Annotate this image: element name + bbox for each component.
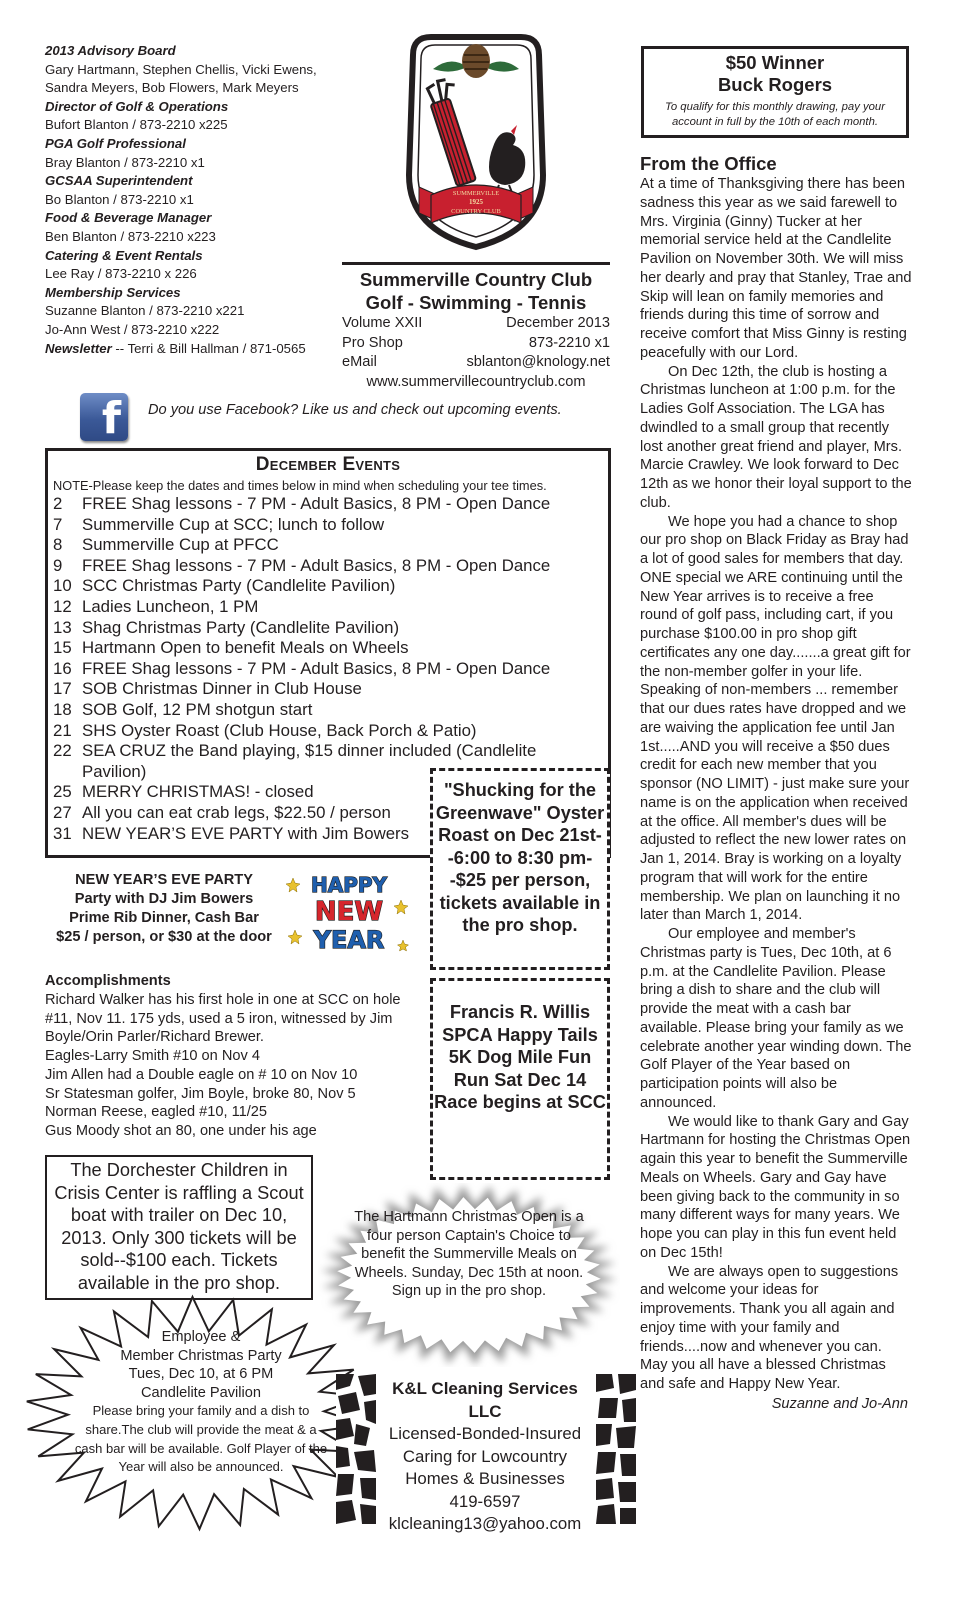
logo-banner-year: 1925 bbox=[469, 198, 483, 206]
board-members: Sandra Meyers, Bob Flowers, Mark Meyers bbox=[45, 80, 299, 96]
party-line: Member Christmas Party bbox=[120, 1347, 282, 1364]
svg-text:HAPPY: HAPPY bbox=[310, 873, 388, 897]
office-paragraph: Speaking of non-members ... remember that our dues rates have dropped and we are waiving the application fee until Jan 1st.....AND you will receive a $50 dues credit for each new member that you sponsor (NO LIMIT) - just make sure your name is on the application when received at the office. All member's dues will be adjusted to reflect the new lower rates on Jan 1, 2014. Bray is working on a loyalty program that will work for the entire membership. We plan on launching it no later than March 1, 2014. bbox=[640, 682, 910, 924]
nye-line: NEW YEAR’S EVE PARTY bbox=[75, 872, 253, 888]
event-text: SEA CRUZ the Band playing, $15 dinner included (Candlelite Pavilion) bbox=[82, 741, 537, 781]
event-text: NEW YEAR’S EVE PARTY with Jim Bowers bbox=[82, 823, 410, 843]
events-title: December Events bbox=[255, 454, 401, 475]
staff-role: Food & Beverage Manager bbox=[45, 210, 212, 226]
office-heading: From the Office bbox=[640, 153, 777, 174]
accomplishment-item: Sr Statesman golfer, Jim Boyle, broke 80, Nov 5 bbox=[45, 1085, 356, 1102]
kl-line: Licensed-Bonded-Insured bbox=[388, 1424, 582, 1443]
accomplishment-item: Richard Walker has his first hole in one at SCC on hole #11, Nov 11. 175 yds, used a 5 iron, witnessed by Jim Boyle/Orin Parler/Richard Brewer. bbox=[45, 991, 401, 1046]
club-tagline: Golf - Swimming - Tennis bbox=[365, 292, 587, 313]
event-day: 15 bbox=[53, 638, 72, 658]
event-day: 25 bbox=[53, 782, 72, 802]
newsletter-line: Newsletter -- Terri & Bill Hallman / 871-0565 bbox=[45, 340, 306, 356]
event-item bbox=[53, 597, 608, 618]
event-day: 21 bbox=[53, 720, 72, 740]
board-title: 2013 Advisory Board bbox=[45, 43, 176, 58]
event-text: SCC Christmas Party (Candlelite Pavilion) bbox=[82, 576, 396, 596]
logo-banner-text: SUMMERVILLE bbox=[452, 190, 500, 197]
event-item bbox=[53, 679, 608, 700]
club-info-divider bbox=[342, 262, 610, 265]
party-line: Tues, Dec 10, at 6 PM bbox=[128, 1366, 274, 1383]
accomplishment-item: Eagles-Larry Smith #10 on Nov 4 bbox=[45, 1048, 260, 1064]
kl-email-link[interactable]: klcleaning13@yahoo.com bbox=[388, 1514, 582, 1533]
club-name: Summerville Country Club bbox=[359, 269, 593, 290]
giraffe-pattern-border bbox=[336, 1374, 376, 1524]
winner-box bbox=[641, 46, 909, 138]
club-email-link[interactable]: sblanton@knology.net bbox=[466, 354, 610, 370]
office-paragraph: We are always open to suggestions and welcome your ideas for improvements. Thank you all again and enjoy time with your family and friends....now and whenever you can. May you all have a blessed Christmas and safe and Happy New Year. bbox=[640, 1263, 899, 1392]
event-text: Hartmann Open to benefit Meals on Wheels bbox=[82, 638, 409, 658]
event-item bbox=[53, 700, 608, 721]
event-text: Summerville Cup at SCC; lunch to follow bbox=[82, 514, 385, 534]
event-day: 10 bbox=[53, 576, 72, 596]
event-text: FREE Shag lessons - 7 PM - Adult Basics, 8 PM - Open Dance bbox=[82, 555, 551, 575]
staff-role: Membership Services bbox=[45, 284, 181, 300]
office-paragraph: At a time of Thanksgiving there has been sadness this year as we said farewell to Mrs. Virginia (Ginny) Tucker at her memorial service held at the Candlelite Pavilion on November 30th. We will miss her dearly and pray that Stanley, Trae and Skip will lean on family memories and friends during this time of sorrow and receive comfort that Miss Ginny is resting peacefully with our Lord. bbox=[640, 176, 912, 361]
kl-name: K&L Cleaning Services LLC bbox=[392, 1379, 578, 1421]
staff-contact: Bufort Blanton / 873-2210 x225 bbox=[45, 117, 228, 133]
pro-shop-phone: 873-2210 x1 bbox=[528, 334, 610, 351]
winner-note: To qualify for this monthly drawing, pay your account in full by the 10th of each month. bbox=[665, 101, 885, 128]
event-day: 22 bbox=[53, 741, 72, 761]
volume-row bbox=[342, 314, 610, 334]
party-line: Employee & bbox=[161, 1329, 241, 1345]
accomplishment-item: Norman Reese, eagled #10, 11/25 bbox=[45, 1104, 268, 1121]
event-text: Ladies Luncheon, 1 PM bbox=[82, 596, 259, 616]
events-note: NOTE-Please keep the dates and times below in mind when scheduling your tee times. bbox=[53, 478, 547, 493]
event-item bbox=[53, 618, 608, 639]
accomplishment-item: Jim Allen had a Double eagle on # 10 on Nov 10 bbox=[45, 1066, 358, 1083]
winner-title: $50 Winner bbox=[725, 52, 825, 73]
nye-line: Party with DJ Jim Bowers bbox=[74, 891, 254, 907]
event-item bbox=[53, 494, 608, 515]
event-day: 27 bbox=[53, 802, 72, 822]
staff-contact: Bo Blanton / 873-2210 x1 bbox=[45, 191, 194, 207]
giraffe-pattern-border bbox=[596, 1374, 636, 1524]
event-text: FREE Shag lessons - 7 PM - Adult Basics, 8 PM - Open Dance bbox=[82, 494, 551, 513]
accomplishment-item: Gus Moody shot an 80, one under his age bbox=[45, 1123, 317, 1139]
staff-contact: Ben Blanton / 873-2210 x223 bbox=[45, 228, 216, 244]
office-signature: Suzanne and Jo-Ann bbox=[771, 1395, 908, 1412]
party-details: Please bring your family and a dish to share.The club will provide the meat & a cash bar will be available. Golf Player of the Year will also be announced. bbox=[74, 1403, 328, 1475]
pro-shop-label: Pro Shop bbox=[342, 334, 403, 351]
kl-phone: 419-6597 bbox=[449, 1491, 521, 1511]
office-paragraph: We hope you had a chance to shop our pro shop on Black Friday as Bray had a lot of good sales for members that day. ONE special we ARE continuing until the New Year arrives is to receive a free round of golf pass, including cart, if you purchase $100.00 in pro shop gift certificates any one day.......a great gift for the non-member golfer in your life. bbox=[640, 513, 911, 680]
club-info bbox=[342, 268, 610, 392]
event-item bbox=[53, 638, 608, 659]
newsletter-contact: Terri & Bill Hallman / 871-0565 bbox=[127, 340, 306, 356]
party-line: Candlelite Pavilion bbox=[140, 1384, 262, 1401]
event-day: 16 bbox=[53, 658, 72, 678]
facebook-icon[interactable]: f bbox=[80, 393, 128, 441]
event-text: FREE Shag lessons - 7 PM - Adult Basics, 8 PM - Open Dance bbox=[82, 658, 551, 678]
event-text: Shag Christmas Party (Candlelite Pavilion) bbox=[82, 617, 400, 637]
svg-text:YEAR: YEAR bbox=[313, 926, 385, 954]
kl-line: Caring for Lowcountry bbox=[402, 1446, 568, 1466]
staff-contact: Bray Blanton / 873-2210 x1 bbox=[45, 154, 205, 170]
kl-cleaning-ad bbox=[378, 1378, 592, 1536]
event-text: MERRY CHRISTMAS! - closed bbox=[82, 782, 314, 802]
nye-line: Prime Rib Dinner, Cash Bar bbox=[69, 910, 259, 926]
issue-date: December 2013 bbox=[506, 315, 610, 331]
event-item bbox=[53, 721, 608, 742]
logo-banner-text: COUNTRY CLUB bbox=[451, 208, 501, 215]
event-day: 2 bbox=[53, 494, 63, 513]
staff-role: PGA Golf Professional bbox=[45, 135, 186, 151]
staff-contact: Lee Ray / 873-2210 x 226 bbox=[45, 266, 197, 282]
staff-role: Director of Golf & Operations bbox=[45, 98, 229, 114]
club-logo-icon bbox=[395, 25, 557, 255]
event-item bbox=[53, 515, 608, 536]
board-members: Gary Hartmann, Stephen Chellis, Vicki Ewens, bbox=[45, 61, 317, 77]
event-item bbox=[53, 576, 608, 597]
pro-shop-row bbox=[342, 334, 610, 354]
event-text: SHS Oyster Roast (Club House, Back Porch & Patio) bbox=[82, 720, 477, 740]
accomplishments-title: Accomplishments bbox=[45, 973, 171, 989]
newsletter-label: Newsletter bbox=[45, 340, 112, 356]
nye-line: $25 / person, or $30 at the door bbox=[56, 929, 272, 945]
spca-run-text: Francis R. Willis SPCA Happy Tails 5K Dog Mile Fun Run Sat Dec 14 Race begins at SCC bbox=[434, 1002, 606, 1112]
spca-run-box bbox=[430, 978, 610, 1180]
advisory-board bbox=[45, 42, 345, 358]
event-day: 8 bbox=[53, 535, 63, 555]
club-website-link[interactable]: www.summervillecountryclub.com bbox=[366, 373, 586, 390]
oyster-roast-box bbox=[430, 768, 610, 970]
email-row bbox=[342, 353, 610, 373]
event-day: 9 bbox=[53, 555, 63, 575]
hartmann-open-text: The Hartmann Christmas Open is a four person Captain's Choice to benefit the Summerville Meals on Wheels. Sunday, Dec 15th at noon. Sign up in the pro shop. bbox=[354, 1209, 584, 1300]
svg-text:NEW: NEW bbox=[314, 897, 384, 927]
event-text: SOB Christmas Dinner in Club House bbox=[82, 679, 362, 699]
staff-role: GCSAA Superintendent bbox=[45, 173, 193, 189]
event-item bbox=[53, 556, 608, 577]
event-day: 17 bbox=[53, 679, 72, 699]
happy-new-year-icon bbox=[285, 870, 413, 954]
event-text: Summerville Cup at PFCC bbox=[82, 535, 279, 555]
volume: Volume XXII bbox=[342, 315, 423, 331]
nye-party-info bbox=[45, 871, 283, 947]
accomplishments bbox=[45, 972, 415, 1141]
office-paragraph: We would like to thank Gary and Gay Hartmann for hosting the Christmas Open again this year to benefit the Summerville Meals on Wheels. Gary and Gay have been giving back to the community in so many different ways for many years. We hope you can play in this fun event held on Dec 15th! bbox=[640, 1113, 911, 1261]
event-item bbox=[53, 659, 608, 680]
event-day: 18 bbox=[53, 699, 72, 719]
event-text: SOB Golf, 12 PM shotgun start bbox=[82, 699, 313, 719]
oyster-roast-text: "Shucking for the Greenwave" Oyster Roast on Dec 21st--6:00 to 8:30 pm--$25 per person, tickets available in the pro shop. bbox=[435, 780, 605, 935]
kl-line: Homes & Businesses bbox=[405, 1469, 565, 1488]
office-paragraph: Our employee and member's Christmas party is Tues, Dec 10th, at 6 p.m. at the Candlelite Pavilion. Please bring a dish to share and the club will provide the meat with a cash bar available. Please bring your family as we celebrate another year winding down. The Golf Player of the Year based on participation points will also be announced. bbox=[640, 926, 912, 1111]
event-item bbox=[53, 535, 608, 556]
facebook-prompt: Do you use Facebook? Like us and check out upcoming events. bbox=[148, 402, 562, 418]
event-day: 12 bbox=[53, 596, 72, 616]
office-paragraph: On Dec 12th, the club is hosting a Christmas luncheon at 1:00 p.m. for the Ladies Golf Association. The LGA has dwindled to a small group that recently lost another great friend and player, Mrs. Marcie Crawley. We look forward to Dec 12th as we honor their loyal support to the club. bbox=[640, 363, 912, 511]
winner-name: Buck Rogers bbox=[717, 74, 833, 95]
christmas-party-text bbox=[70, 1328, 332, 1477]
staff-contact: Suzanne Blanton / 873-2210 x221 bbox=[45, 303, 245, 319]
event-text: All you can eat crab legs, $22.50 / person bbox=[82, 802, 391, 822]
event-day: 13 bbox=[53, 617, 72, 637]
event-day: 31 bbox=[53, 823, 72, 843]
raffle-box bbox=[45, 1155, 313, 1300]
staff-contact: Jo-Ann West / 873-2210 x222 bbox=[45, 321, 220, 337]
email-label: eMail bbox=[342, 354, 377, 370]
raffle-text: The Dorchester Children in Crisis Center is raffling a Scout boat with trailer on Dec 10, 2013. Only 300 tickets will be sold--$100 each. Tickets available in the pro shop. bbox=[54, 1160, 304, 1293]
staff-role: Catering & Event Rentals bbox=[45, 247, 203, 263]
office-column bbox=[640, 153, 912, 1414]
event-day: 7 bbox=[53, 514, 63, 534]
